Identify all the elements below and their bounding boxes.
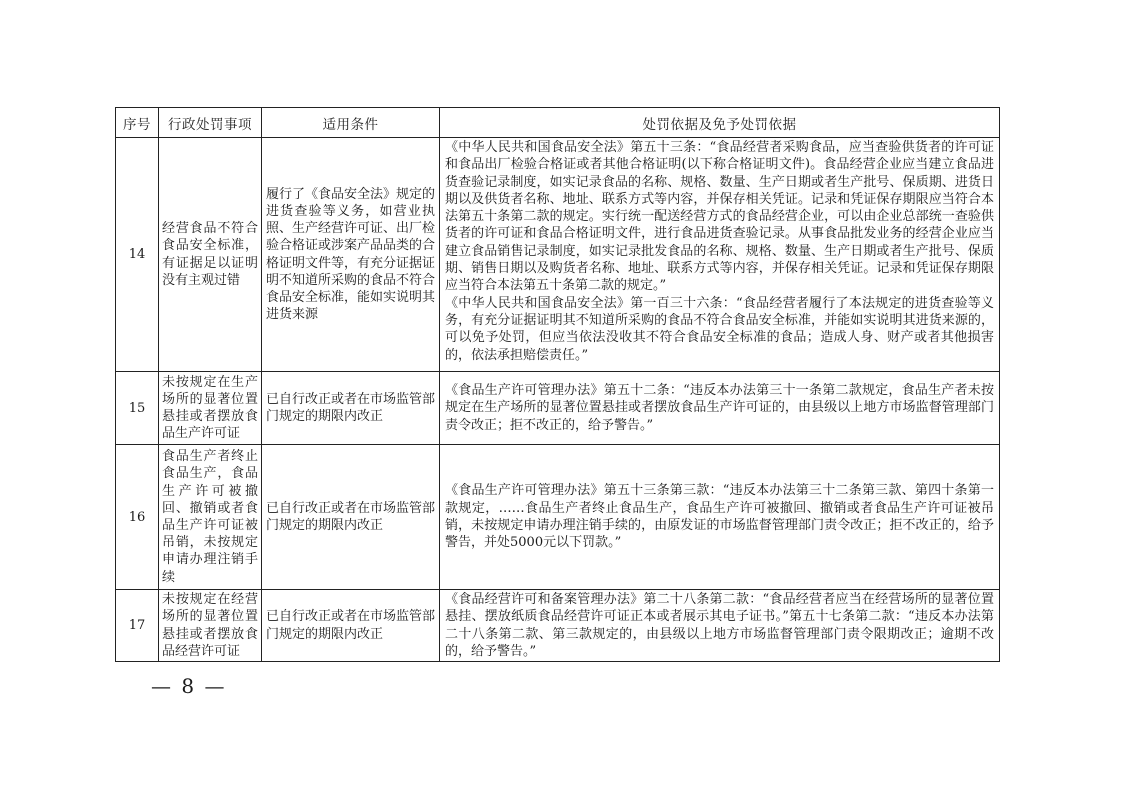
penalty-table bbox=[115, 107, 1000, 662]
penalty-basis bbox=[440, 590, 1000, 662]
table-row bbox=[116, 372, 1000, 445]
penalty-item: 食品生产者终止食品生产，食品生产许可被撤回、撤销或者食品生产许可证被吊销，未按规定申请办理注销手续 bbox=[159, 445, 262, 590]
applicable-condition: 已自行改正或者在市场监管部门规定的期限内改正 bbox=[262, 445, 440, 590]
basis-paragraph: 《中华人民共和国食品安全法》第五十三条：“食品经营者采购食品，应当查验供货者的许可证和食品出厂检验合格证或者其他合格证明(以下称合格证明文件)。食品经营企业应当建立食品进货查验记录制度，如实记录食品的名称、规格、数量、生产日期或者生产批号、保质期、进货日期以及供货者名称、地址、联系方式等内容，并保存相关凭证。记录和凭证保存期限应当符合本法第五十条第二款的规定。实行统一配送经营方式的食品经营企业，可以由企业总部统一查验供货者的许可证和食品合格证明文件，进行食品进货查验记录。从事食品批发业务的经营企业应当建立食品销售记录制度，如实记录批发食品的名称、规格、数量、生产日期或者生产批号、保质期、销售日期以及购货者名称、地址、联系方式等内容，并保存相关凭证。记录和凭证保存期限应当符合本法第五十条第二款的规定。” bbox=[445, 140, 994, 294]
row-number: 16 bbox=[116, 445, 159, 590]
penalty-basis bbox=[440, 372, 1000, 445]
header-item: 行政处罚事项 bbox=[159, 108, 262, 138]
basis-paragraph: 《食品经营许可和备案管理办法》第二十八条第二款：“食品经营者应当在经营场所的显著位置悬挂、摆放纸质食品经营许可证正本或者展示其电子证书。”第五十七条第二款：“违反本办法第二十八条第二款、第三款规定的，由县级以上地方市场监督管理部门责令限期改正；逾期不改的，给予警告。” bbox=[445, 592, 994, 659]
header-cond: 适用条件 bbox=[262, 108, 440, 138]
table-row bbox=[116, 445, 1000, 590]
table-row bbox=[116, 138, 1000, 372]
penalty-item: 未按规定在生产场所的显著位置悬挂或者摆放食品生产许可证 bbox=[159, 372, 262, 445]
basis-paragraph: 《食品生产许可管理办法》第五十三条第三款：“违反本办法第三十二条第三款、第四十条第一款规定，……食品生产者终止食品生产，食品生产许可被撤回、撤销或者食品生产许可证被吊销，未按规定申请办理注销手续的，由原发证的市场监督管理部门责令改正；拒不改正的，给予警告，并处5000元以下罚款。” bbox=[445, 483, 994, 551]
table-header-row bbox=[116, 108, 1000, 138]
page-number: — 8 — bbox=[151, 674, 227, 698]
basis-paragraph: 《中华人民共和国食品安全法》第一百三十六条：“食品经营者履行了本法规定的进货查验等义务，有充分证据证明其不知道所采购的食品不符合食品安全标准，并能如实说明其进货来源的，可以免予处罚，但应当依法没收其不符合食品安全标准的食品；造成人身、财产或者其他损害的，依法承担赔偿责任。” bbox=[445, 295, 994, 363]
table-row bbox=[116, 590, 1000, 662]
penalty-item: 未按规定在经营场所的显著位置悬挂或者摆放食品经营许可证 bbox=[159, 590, 262, 662]
row-number: 17 bbox=[116, 590, 159, 662]
penalty-basis bbox=[440, 138, 1000, 372]
applicable-condition: 已自行改正或者在市场监管部门规定的期限内改正 bbox=[262, 372, 440, 445]
row-number: 14 bbox=[116, 138, 159, 372]
penalty-item: 经营食品不符合食品安全标准，有证据足以证明没有主观过错 bbox=[159, 138, 262, 372]
applicable-condition: 履行了《食品安全法》规定的进货查验等义务，如营业执照、生产经营许可证、出厂检验合格证或涉案产品品类的合格证明文件等，有充分证据证明不知道所采购的食品不符合食品安全标准，能如实说明其进货来源 bbox=[262, 138, 440, 372]
header-basis: 处罚依据及免予处罚依据 bbox=[440, 108, 1000, 138]
penalty-basis bbox=[440, 445, 1000, 590]
header-num: 序号 bbox=[116, 108, 159, 138]
basis-paragraph: 《食品生产许可管理办法》第五十二条：“违反本办法第三十一条第二款规定，食品生产者未按规定在生产场所的显著位置悬挂或者摆放食品生产许可证的，由县级以上地方市场监督管理部门责令改正；拒不改正的，给予警告。” bbox=[445, 383, 994, 433]
row-number: 15 bbox=[116, 372, 159, 445]
applicable-condition: 已自行改正或者在市场监管部门规定的期限内改正 bbox=[262, 590, 440, 662]
